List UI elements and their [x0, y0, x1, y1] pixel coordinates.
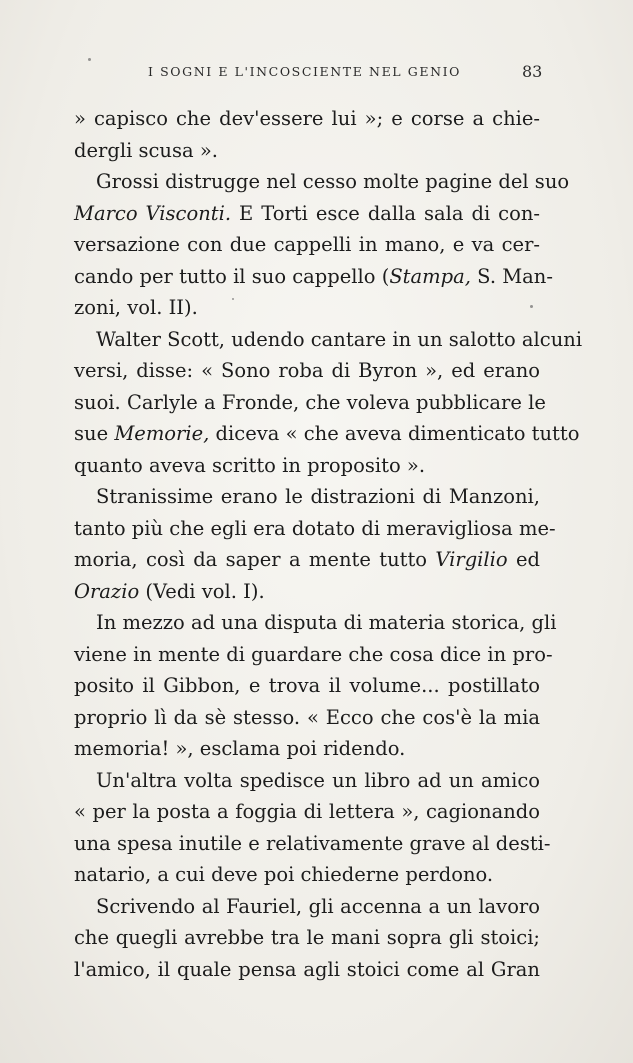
book-title-italic: Memorie,	[114, 422, 210, 445]
text-line	[74, 418, 580, 450]
text-line: posito il Gibbon, e trova il volume... postillato	[74, 674, 540, 697]
text-line: l'amico, il quale pensa agli stoici come al Gran	[74, 957, 540, 981]
text-line: tanto più che egli era dotato di meravigliosa me-	[74, 516, 556, 540]
text-line: versazione con due cappelli in mano, e va cer-	[74, 233, 540, 256]
text-line: memoria! », esclama poi ridendo.	[74, 737, 406, 760]
text-line: proprio lì da sè stesso. « Ecco che cos'è la mia	[74, 705, 540, 729]
text-line: Un'altra volta spedisce un libro ad un amico	[96, 768, 540, 792]
text-fragment: sue	[74, 422, 115, 445]
text-fragment: E Torti esce dalla sala di con-	[231, 201, 540, 225]
text-line: dergli scusa ».	[74, 138, 218, 162]
book-title-italic: Marco Visconti.	[74, 201, 232, 225]
print-speck	[530, 305, 533, 308]
text-fragment: (Vedi vol. I).	[139, 579, 265, 603]
author-name-italic: Orazio	[74, 579, 140, 603]
text-fragment: cando per tutto il suo cappello (	[74, 264, 390, 288]
print-speck	[88, 58, 91, 61]
text-line: Scrivendo al Fauriel, gli accenna a un lavoro	[96, 894, 540, 918]
text-line: suoi. Carlyle a Fronde, che voleva pubblicare le	[74, 390, 546, 414]
text-line: viene in mente di guardare che cosa dice in pro-	[74, 642, 553, 666]
text-fragment: ed	[507, 548, 540, 571]
body-text	[74, 103, 583, 985]
text-line	[74, 544, 540, 576]
text-line: Walter Scott, udendo cantare in un salotto alcuni	[96, 327, 583, 351]
text-line	[74, 261, 553, 293]
text-line: quanto aveva scritto in proposito ».	[74, 453, 426, 477]
text-line: natario, a cui deve poi chiederne perdono.	[74, 863, 494, 886]
text-line: » capisco che dev'essere lui »; e corse a chie-	[74, 107, 540, 130]
text-fragment: diceva « che aveva dimenticato tutto	[209, 422, 580, 445]
author-name-italic: Virgilio	[435, 548, 508, 571]
text-line: che quegli avrebbe tra le mani sopra gli stoici;	[74, 926, 540, 949]
text-line: una spesa inutile e relativamente grave al desti-	[74, 831, 551, 855]
text-line: « per la posta a foggia di lettera », cagionando	[74, 800, 540, 823]
print-speck	[232, 298, 234, 300]
source-title-italic: Stampa,	[389, 264, 471, 288]
text-line	[74, 198, 540, 230]
text-line	[74, 576, 540, 608]
running-title: I SOGNI E L'INCOSCIENTE NEL GENIO	[148, 64, 462, 79]
text-line: In mezzo ad una disputa di materia storica, gli	[96, 611, 557, 634]
text-fragment: S. Man-	[470, 264, 553, 288]
text-line: versi, disse: « Sono roba di Byron », ed erano	[74, 359, 540, 382]
text-fragment: moria, così da saper a mente tutto	[74, 548, 436, 571]
page-number: 83	[522, 62, 543, 81]
text-line: Stranissime erano le distrazioni di Manzoni,	[96, 485, 540, 508]
text-line: zoni, vol. II).	[74, 296, 198, 319]
text-line: Grossi distrugge nel cesso molte pagine del suo	[96, 170, 570, 193]
